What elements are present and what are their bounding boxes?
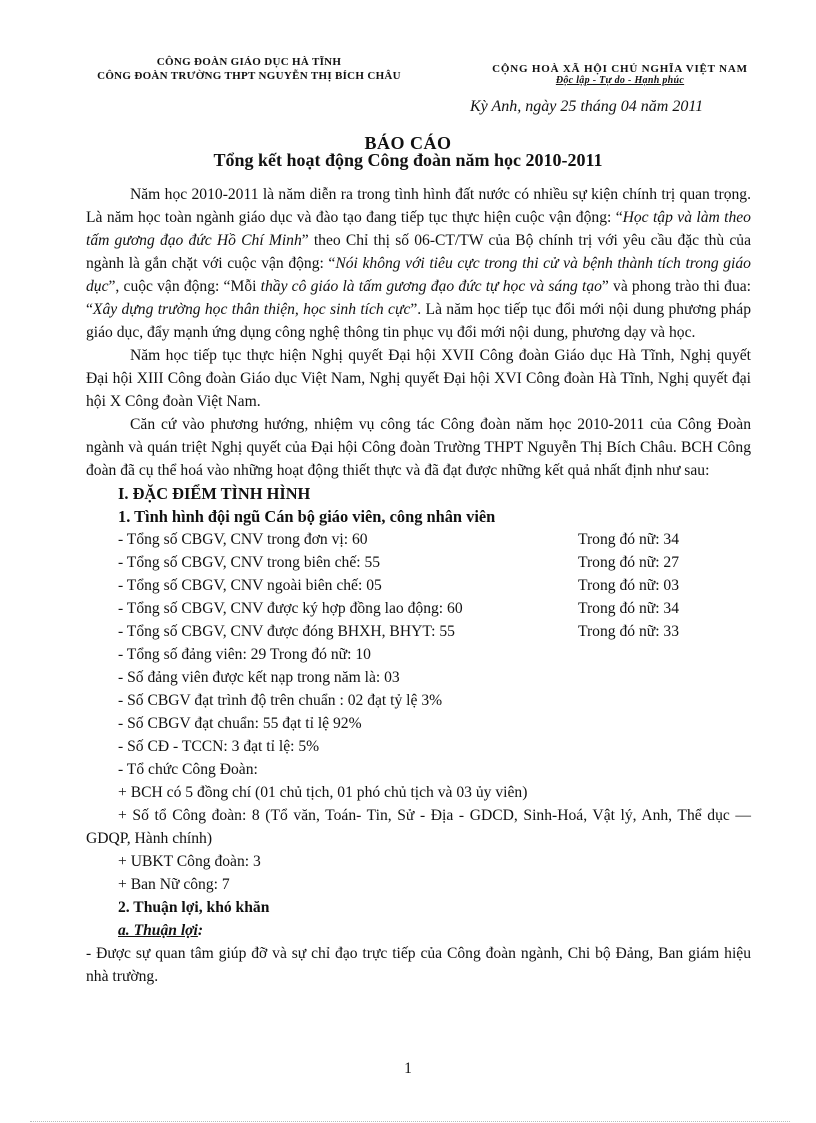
stat-row: - Tổng số CBGV, CNV được đóng BHXH, BHYT: 55 Trong đó nữ: 33 bbox=[118, 623, 680, 640]
report-subtitle: Tổng kết hoạt động Công đoàn năm học 2010-2011 bbox=[213, 150, 603, 170]
paragraph-intro: Năm học 2010-2011 là năm diễn ra trong tình hình đất nước có nhiều sự kiện chính trị quan trọng. Là năm học toàn ngành giáo dục và đào tạo đang tiếp tục thực hiện cuộc vận động: “Học tập và làm theo tấm gương đạo đức Hồ Chí Minh” theo Chỉ thị số 06-CT/TW của Bộ chính trị với yêu cầu đặc thù của ngành là gắn chặt với cuộc vận động: “Nói không với tiêu cực trong thi cử và bệnh thành tích trong giáo dục”, cuộc vận động: “Mỗi thầy cô giáo là tấm gương đạo đức tự học và sáng tạo” và phong trào thi đua: “Xây dựng trường học thân thiện, học sinh tích cực”. Là năm học tiếp tục đổi mới nội dung phương pháp giáo dục, đẩy mạnh ứng dụng công nghệ thông tin phục vụ đổi mới nội dung, phương dạy và học. bbox=[86, 186, 752, 341]
list-item: + BCH có 5 đồng chí (01 chủ tịch, 01 phó chủ tịch và 03 ủy viên) bbox=[118, 784, 528, 801]
document-body bbox=[86, 183, 751, 988]
paragraph-resolutions: Năm học tiếp tục thực hiện Nghị quyết Đại hội XVII Công đoàn Giáo dục Hà Tĩnh, Nghị quyết Đại hội XIII Công đoàn Giáo dục Việt Nam, Nghị quyết Đại hội XVI Công đoàn Hà Tĩnh, Nghị quyết đại hội X Công đoàn Việt Nam. bbox=[86, 347, 751, 410]
paragraph-advantage: - Được sự quan tâm giúp đỡ và sự chỉ đạo trực tiếp của Công đoàn ngành, Chi bộ Đảng, Ban giám hiệu nhà trường. bbox=[86, 945, 751, 985]
date-line: Kỳ Anh, ngày 25 tháng 04 năm 2011 bbox=[470, 98, 704, 115]
list-item-union-groups: + Số tổ Công đoàn: 8 (Tổ văn, Toán- Tin, Sử - Địa - GDCD, Sinh-Hoá, Vật lý, Anh, Thể dục — GDQP, Hành chính) bbox=[86, 807, 751, 847]
page-number: 1 bbox=[404, 1060, 412, 1077]
stat-row: - Tổng số CBGV, CNV trong đơn vị: 60 Trong đó nữ: 34 bbox=[118, 531, 680, 548]
paragraph-basis: Căn cứ vào phương hướng, nhiệm vụ công tác Công đoàn năm học 2010-2011 của Công Đoàn ngành và quán triệt Nghị quyết của Đại hội Công đoàn Trường THPT Nguyễn Thị Bích Châu. BCH Công đoàn đã cụ thể hoá vào những hoạt động thiết thực và đã đạt được những kết quả nhất định như sau: bbox=[86, 416, 751, 479]
list-item: - Số CBGV đạt chuẩn: 55 đạt tỉ lệ 92% bbox=[118, 715, 362, 732]
stat-row: - Tổng số CBGV, CNV được ký hợp đồng lao động: 60 Trong đó nữ: 34 bbox=[118, 600, 680, 617]
list-item: + UBKT Công đoàn: 3 bbox=[118, 853, 261, 870]
section-heading: I. ĐẶC ĐIỂM TÌNH HÌNH bbox=[118, 484, 311, 503]
header-motto: Độc lập - Tự do - Hạnh phúc bbox=[555, 75, 685, 86]
header-union-province: CÔNG ĐOÀN GIÁO DỤC HÀ TĨNH bbox=[156, 56, 342, 68]
stat-row: - Tổng số CBGV, CNV trong biên chế: 55 Trong đó nữ: 27 bbox=[118, 554, 680, 571]
list-item: - Tổ chức Công Đoàn: bbox=[118, 761, 258, 778]
subsection-heading: 1. Tình hình đội ngũ Cán bộ giáo viên, công nhân viên bbox=[118, 507, 496, 526]
subsection-heading-2: 2. Thuận lợi, khó khăn bbox=[118, 899, 270, 916]
list-item: + Ban Nữ công: 7 bbox=[118, 876, 230, 893]
header-union-school: CÔNG ĐOÀN TRƯỜNG THPT NGUYỄN THỊ BÍCH CHÂU bbox=[97, 70, 401, 82]
list-item: - Số CĐ - TCCN: 3 đạt tỉ lệ: 5% bbox=[118, 738, 320, 755]
list-item: - Số CBGV đạt trình độ trên chuẩn : 02 đạt tỷ lệ 3% bbox=[118, 692, 443, 709]
subsection-advantages: a. Thuận lợi: bbox=[118, 922, 204, 939]
list-item: - Tổng số đảng viên: 29 Trong đó nữ: 10 bbox=[118, 646, 371, 663]
report-title: BÁO CÁO bbox=[364, 133, 452, 153]
stat-row: - Tổng số CBGV, CNV ngoài biên chế: 05 Trong đó nữ: 03 bbox=[118, 577, 680, 594]
header-national-title: CỘNG HOÀ XÃ HỘI CHỦ NGHĨA VIỆT NAM bbox=[492, 63, 748, 75]
list-item: - Số đảng viên được kết nạp trong năm là: 03 bbox=[118, 669, 400, 686]
page-bottom-divider bbox=[30, 1121, 790, 1122]
